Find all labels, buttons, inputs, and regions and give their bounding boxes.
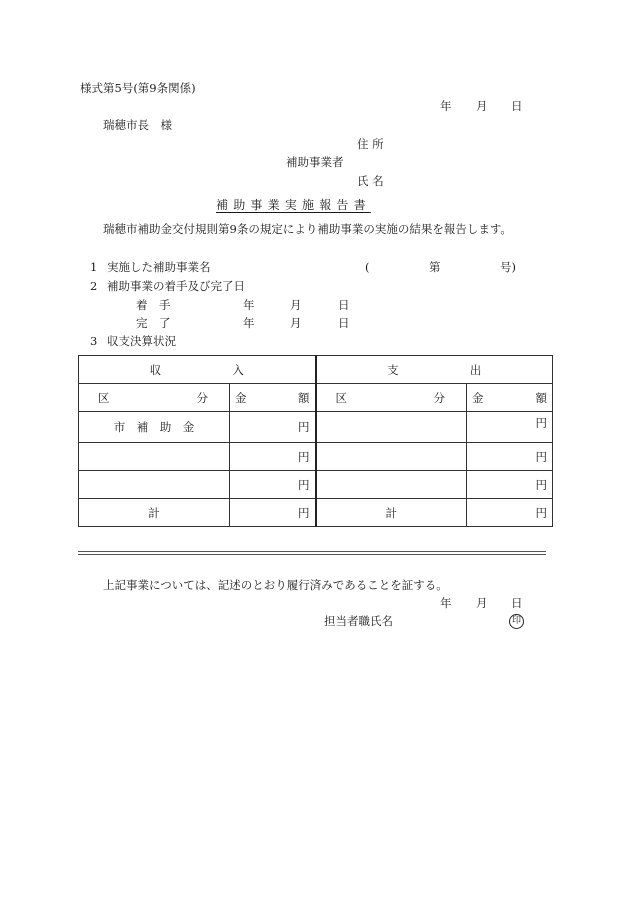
- date-day: 日: [511, 99, 523, 113]
- settlement-table: [78, 355, 553, 527]
- income-header-a: 収: [149, 362, 162, 377]
- item-1-paren-open: (: [365, 260, 370, 274]
- table-row: [79, 471, 553, 499]
- income-total-label: 計: [79, 499, 230, 527]
- expense-item: [316, 412, 467, 443]
- income-amount: 円: [230, 412, 316, 443]
- expense-amount: 円: [467, 443, 553, 471]
- item-1-label: 実施した補助事業名: [107, 260, 211, 274]
- item-1-dai: 第: [429, 260, 441, 274]
- expense-col-kubun: 区 分: [316, 384, 467, 412]
- name-label: 氏 名: [357, 174, 384, 188]
- income-col-kingaku: 金 額: [230, 384, 316, 412]
- certification-text: 上記事業については、記述のとおり履行済みであることを証する。: [103, 578, 448, 592]
- intro-text: 瑞穂市補助金交付規則第9条の規定により補助事業の実施の結果を報告します。: [103, 222, 512, 236]
- end-day: 日: [338, 316, 350, 330]
- income-col-kubun: 区 分: [79, 384, 230, 412]
- expense-total-amount: 円: [467, 499, 553, 527]
- income-item: [79, 443, 230, 471]
- end-month: 月: [290, 316, 302, 330]
- expense-amount: 円: [467, 412, 553, 443]
- item-2-label: 補助事業の着手及び完了日: [107, 279, 245, 293]
- table-header-row: [79, 356, 553, 384]
- item-3-number: 3: [90, 334, 98, 348]
- income-amount: 円: [230, 471, 316, 499]
- income-header: [79, 356, 316, 384]
- form-number: 様式第5号(第9条関係): [80, 81, 196, 95]
- table-column-row: [79, 384, 553, 412]
- section-divider: [78, 554, 546, 555]
- income-item: [79, 471, 230, 499]
- start-day: 日: [338, 298, 350, 312]
- item-3-label: 収支決算状況: [107, 334, 176, 348]
- cert-date-month: 月: [476, 596, 488, 610]
- expense-total-label: 計: [316, 499, 467, 527]
- start-label: 着 手: [136, 298, 171, 312]
- income-amount: 円: [230, 443, 316, 471]
- item-2-number: 2: [90, 279, 98, 293]
- end-year: 年: [243, 316, 255, 330]
- table-row: [79, 412, 553, 443]
- date-month: 月: [476, 99, 488, 113]
- cert-date-year: 年: [440, 596, 452, 610]
- addressee: 瑞穂市長 様: [103, 118, 172, 132]
- table-row: [79, 443, 553, 471]
- seal-mark-icon: 印: [509, 614, 524, 629]
- date-year: 年: [440, 99, 452, 113]
- expense-header-a: 支: [387, 362, 399, 377]
- end-label: 完 了: [136, 316, 171, 330]
- start-year: 年: [243, 298, 255, 312]
- applicant-role-label: 補助事業者: [286, 155, 344, 169]
- expense-header: [316, 356, 553, 384]
- expense-item: [316, 471, 467, 499]
- expense-item: [316, 443, 467, 471]
- expense-col-kingaku: 金 額: [467, 384, 553, 412]
- expense-amount: 円: [467, 471, 553, 499]
- income-item: 市 補 助 金: [79, 412, 230, 443]
- start-month: 月: [290, 298, 302, 312]
- officer-label: 担当者職氏名: [324, 614, 393, 628]
- cert-date-day: 日: [511, 596, 523, 610]
- address-label: 住 所: [357, 137, 384, 151]
- expense-header-b: 出: [469, 362, 482, 377]
- section-divider: [78, 551, 546, 552]
- table-total-row: [79, 499, 553, 527]
- item-1-go: 号): [500, 260, 516, 274]
- income-total-amount: 円: [230, 499, 316, 527]
- document-title: 補助事業実施報告書: [216, 198, 371, 212]
- income-header-b: 入: [232, 362, 244, 377]
- item-1-number: 1: [90, 260, 98, 274]
